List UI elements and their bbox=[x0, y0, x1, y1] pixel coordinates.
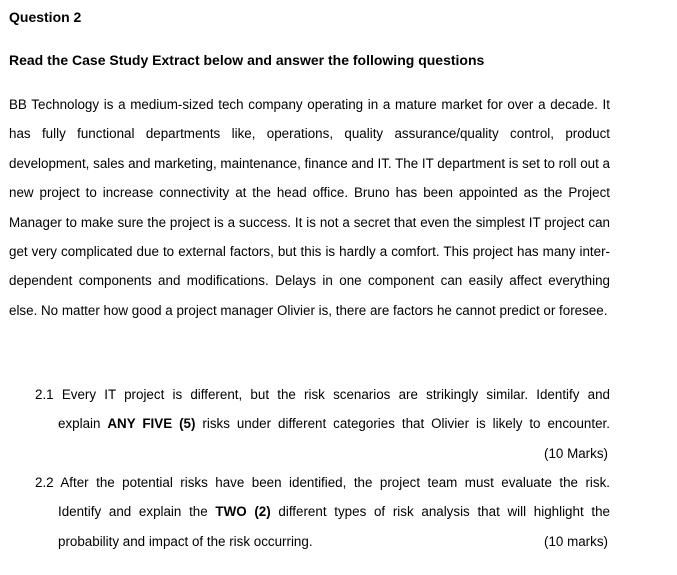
question-2-2-text-post: different types of risk analysis that will highlight the bbox=[270, 504, 610, 520]
question-2-1-text-line-1: Every IT project is different, but the risk scenarios are strikingly similar. Identify and bbox=[61, 387, 610, 402]
question-number: 2.1 bbox=[35, 387, 54, 402]
question-2-1-line-2 bbox=[35, 409, 610, 438]
question-2-2-line-2 bbox=[35, 497, 610, 526]
question-2-1-line-1 bbox=[35, 380, 610, 409]
case-study-extract: BB Technology is a medium-sized tech company operating in a mature market for over a decade. It has fully functional departments like, operations, quality assurance/quality control, product development, sales and marketing, maintenance, finance and IT. The IT department is set to roll out a new project to increase connectivity at the head office. Bruno has been appointed as the Project Manager to make sure the project is a success. It is not a secret that even the simplest IT project can get very complicated due to external factors, but this is hardly a comfort. This project has many inter-dependent components and modifications. Delays in one component can easily affect everything else. No matter how good a project manager Olivier is, there are factors he cannot predict or foresee. bbox=[9, 97, 610, 318]
question-2-2-line-1 bbox=[35, 468, 610, 497]
question-2-2-text-pre: Identify and explain the bbox=[58, 504, 216, 520]
question-2-1-marks: (10 Marks) bbox=[544, 445, 608, 461]
question-2-2-text-line-3: probability and impact of the risk occurring. bbox=[58, 533, 313, 549]
question-2-2-text-line-1: After the potential risks have been identified, the project team must evaluate the risk. bbox=[60, 475, 610, 490]
question-2-1-text-pre: explain bbox=[58, 416, 108, 432]
question-2-2-line-3 bbox=[35, 527, 610, 556]
question-2-1-emphasis: ANY FIVE (5) bbox=[107, 416, 196, 432]
question-number: 2.2 bbox=[35, 475, 54, 490]
question-2-1-text-post: risks under different categories that Olivier is likely to encounter. bbox=[195, 416, 610, 432]
question-2-2 bbox=[35, 468, 610, 556]
question-2-1 bbox=[35, 380, 610, 468]
question-2-2-emphasis: TWO (2) bbox=[215, 504, 271, 520]
question-title: Question 2 bbox=[9, 9, 82, 25]
instruction-heading: Read the Case Study Extract below and answer the following questions bbox=[9, 52, 485, 68]
question-2-2-marks: (10 marks) bbox=[544, 533, 608, 549]
